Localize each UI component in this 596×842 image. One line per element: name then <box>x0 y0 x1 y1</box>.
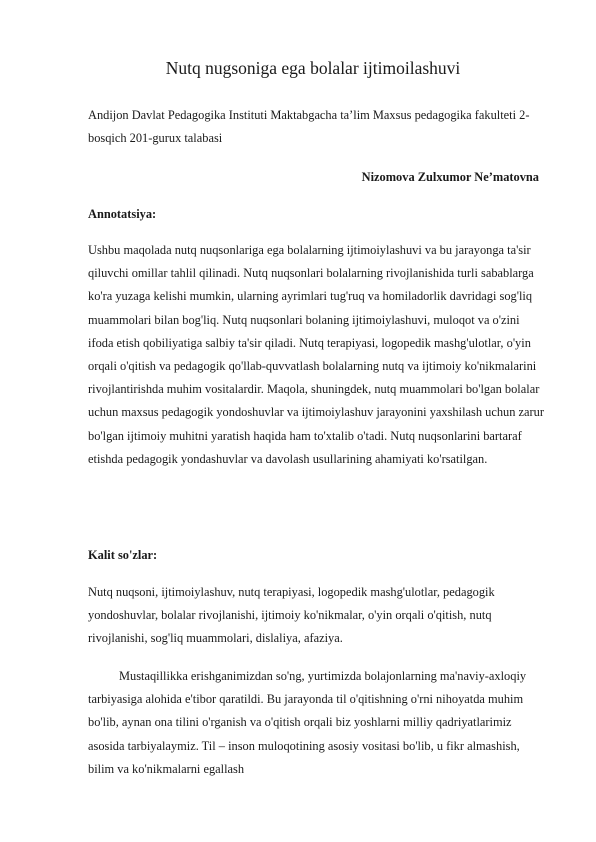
author-name: Nizomova Zulxumor Ne’matovna <box>361 170 539 184</box>
main-paragraph: Mustaqillikka erishganimizdan so'ng, yurtimizda bolajonlarning ma'naviy-axloqiy tarbiyasiga alohida e'tibor qaratildi. Bu jarayonda til o'qitishning o'rni nihoyatda muhim bo'lib, aynan ona tilini o'rganish va o'qitish orqali biz yoshlarni milliy qadriyatlarimiz asosida tarbiyalaymiz. Til – inson muloqotining asosiy vositasi bo'lib, u fikr almashish, bilim va ko'nikmalarni egallash <box>88 669 527 776</box>
document-title: Nutq nugsoniga ega bolalar ijtimoilashuvi <box>165 58 461 78</box>
keywords-heading: Kalit so'zlar: <box>88 548 158 562</box>
keywords-text: Nutq nuqsoni, ijtimoiylashuv, nutq terapiyasi, logopedik mashg'ulotlar, pedagogik yondoshuvlar, bolalar rivojlanishi, ijtimoiy ko'nikmalar, o'yin orqali o'qitish, nutq rivojlanishi, sog'liq muammolari, dislaliya, afaziya. <box>88 585 495 646</box>
author-affiliation: Andijon Davlat Pedagogika Instituti Maktabgacha ta’lim Maxsus pedagogika fakulteti 2-bosqich 201-gurux talabasi <box>88 108 530 146</box>
annotation-text: Ushbu maqolada nutq nuqsonlariga ega bolalarning ijtimoiylashuvi va bu jarayonga ta'sir qiluvchi omillar tahlil qilinadi. Nutq nuqsonlari bolalarning rivojlanishida turli sabablarga ko'ra yuzaga kelishi mumkin, ularning ayrimlari tug'ruq va homiladorlik davridagi sog'liq muammolari bilan bog'liq. Nutq nuqsonlari bolaning ijtimoiylashuvi, muloqot va o'zini ifoda etish qobiliyatiga salbiy ta'sir qiladi. Nutq terapiyasi, logopedik mashg'ulotlar, o'yin orqali o'qitish va pedagogik qo'llab-quvvatlash bolalarning nutq va ijtimoiy ko'nikmalarini rivojlantirishda muhim vositalardir. Maqola, shuningdek, nutq muammolari bo'lgan bolalar uchun maxsus pedagogik yondoshuvlar va ijtimoiylashuv jarayonini yaxshilash uchun zarur bo'lgan ijtimoiy muhitni yaratish haqida ham to'xtalib o'tadi. Nutq nuqsonlarini bartaraf etishda pedagogik yondashuvlar va davolash usullarining ahamiyati ko'rsatilgan. <box>88 243 544 466</box>
annotation-heading: Annotatsiya: <box>88 207 157 221</box>
